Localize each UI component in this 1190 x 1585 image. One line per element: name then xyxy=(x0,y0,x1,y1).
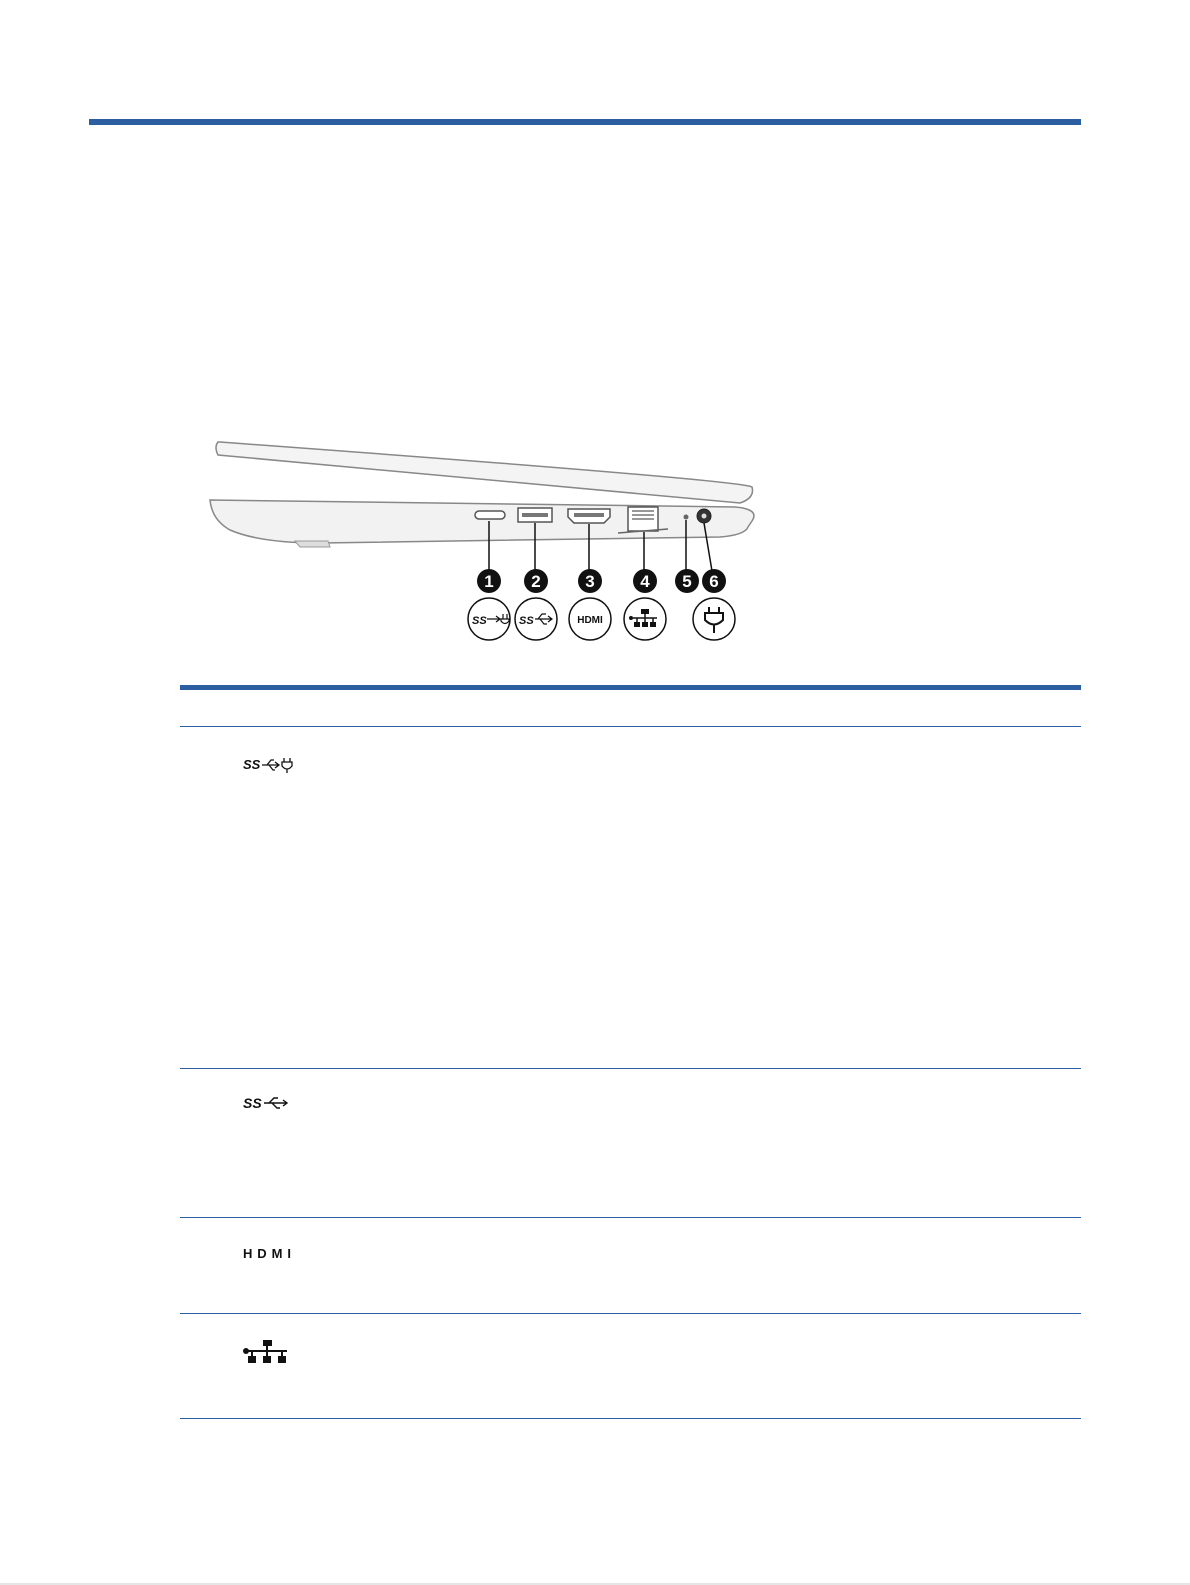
svg-text:5: 5 xyxy=(682,572,692,591)
svg-text:4: 4 xyxy=(640,572,650,591)
usb-superspeed-icon xyxy=(243,1094,295,1112)
callout-6 xyxy=(702,569,726,593)
laptop-foot xyxy=(295,541,330,547)
callout-5 xyxy=(675,569,699,593)
laptop-drawing xyxy=(200,425,760,650)
svg-text:SS: SS xyxy=(472,615,487,627)
table-row-divider xyxy=(180,1217,1081,1218)
power-connector-pin xyxy=(702,514,707,519)
network-rj45-icon xyxy=(624,598,666,640)
usb-c-port xyxy=(475,511,505,519)
laptop-lid xyxy=(216,442,753,503)
usb-superspeed-power-icon xyxy=(468,598,510,640)
usb-superspeed-power-icon xyxy=(243,756,295,774)
table-row-2-icon xyxy=(243,1094,295,1112)
usb-a-tongue xyxy=(522,513,548,517)
svg-text:3: 3 xyxy=(585,572,595,591)
callout-2 xyxy=(524,569,548,593)
callout-4 xyxy=(633,569,657,593)
network-rj45-icon xyxy=(243,1340,291,1364)
table-header-rule xyxy=(180,685,1081,690)
callout-1 xyxy=(477,569,501,593)
usb-superspeed-icon xyxy=(515,598,557,640)
svg-text:HDMI: HDMI xyxy=(243,1246,291,1261)
table-row-divider xyxy=(180,1068,1081,1069)
svg-text:2: 2 xyxy=(531,572,541,591)
table-row-4-icon xyxy=(243,1340,291,1364)
table-row-3-icon xyxy=(243,1245,295,1261)
table-bottom-rule xyxy=(180,1418,1081,1419)
callout-3 xyxy=(578,569,602,593)
svg-text:SS: SS xyxy=(243,1095,262,1111)
svg-text:SS: SS xyxy=(519,615,534,627)
hdmi-tongue xyxy=(574,513,604,517)
hdmi-icon xyxy=(569,598,611,640)
table-row-1-icon xyxy=(243,756,295,774)
svg-text:SS: SS xyxy=(243,757,261,772)
svg-text:HDMI: HDMI xyxy=(577,615,603,626)
ac-adapter-light xyxy=(684,515,689,520)
table-row-divider xyxy=(180,1313,1081,1314)
table-row-divider xyxy=(180,726,1081,727)
svg-text:1: 1 xyxy=(484,572,494,591)
laptop-base xyxy=(210,500,754,543)
chapter-heading-rule xyxy=(89,119,1081,125)
hdmi-icon xyxy=(243,1245,295,1261)
power-plug-icon xyxy=(693,598,735,640)
laptop-right-side-illustration xyxy=(200,425,760,650)
svg-text:6: 6 xyxy=(709,572,719,591)
